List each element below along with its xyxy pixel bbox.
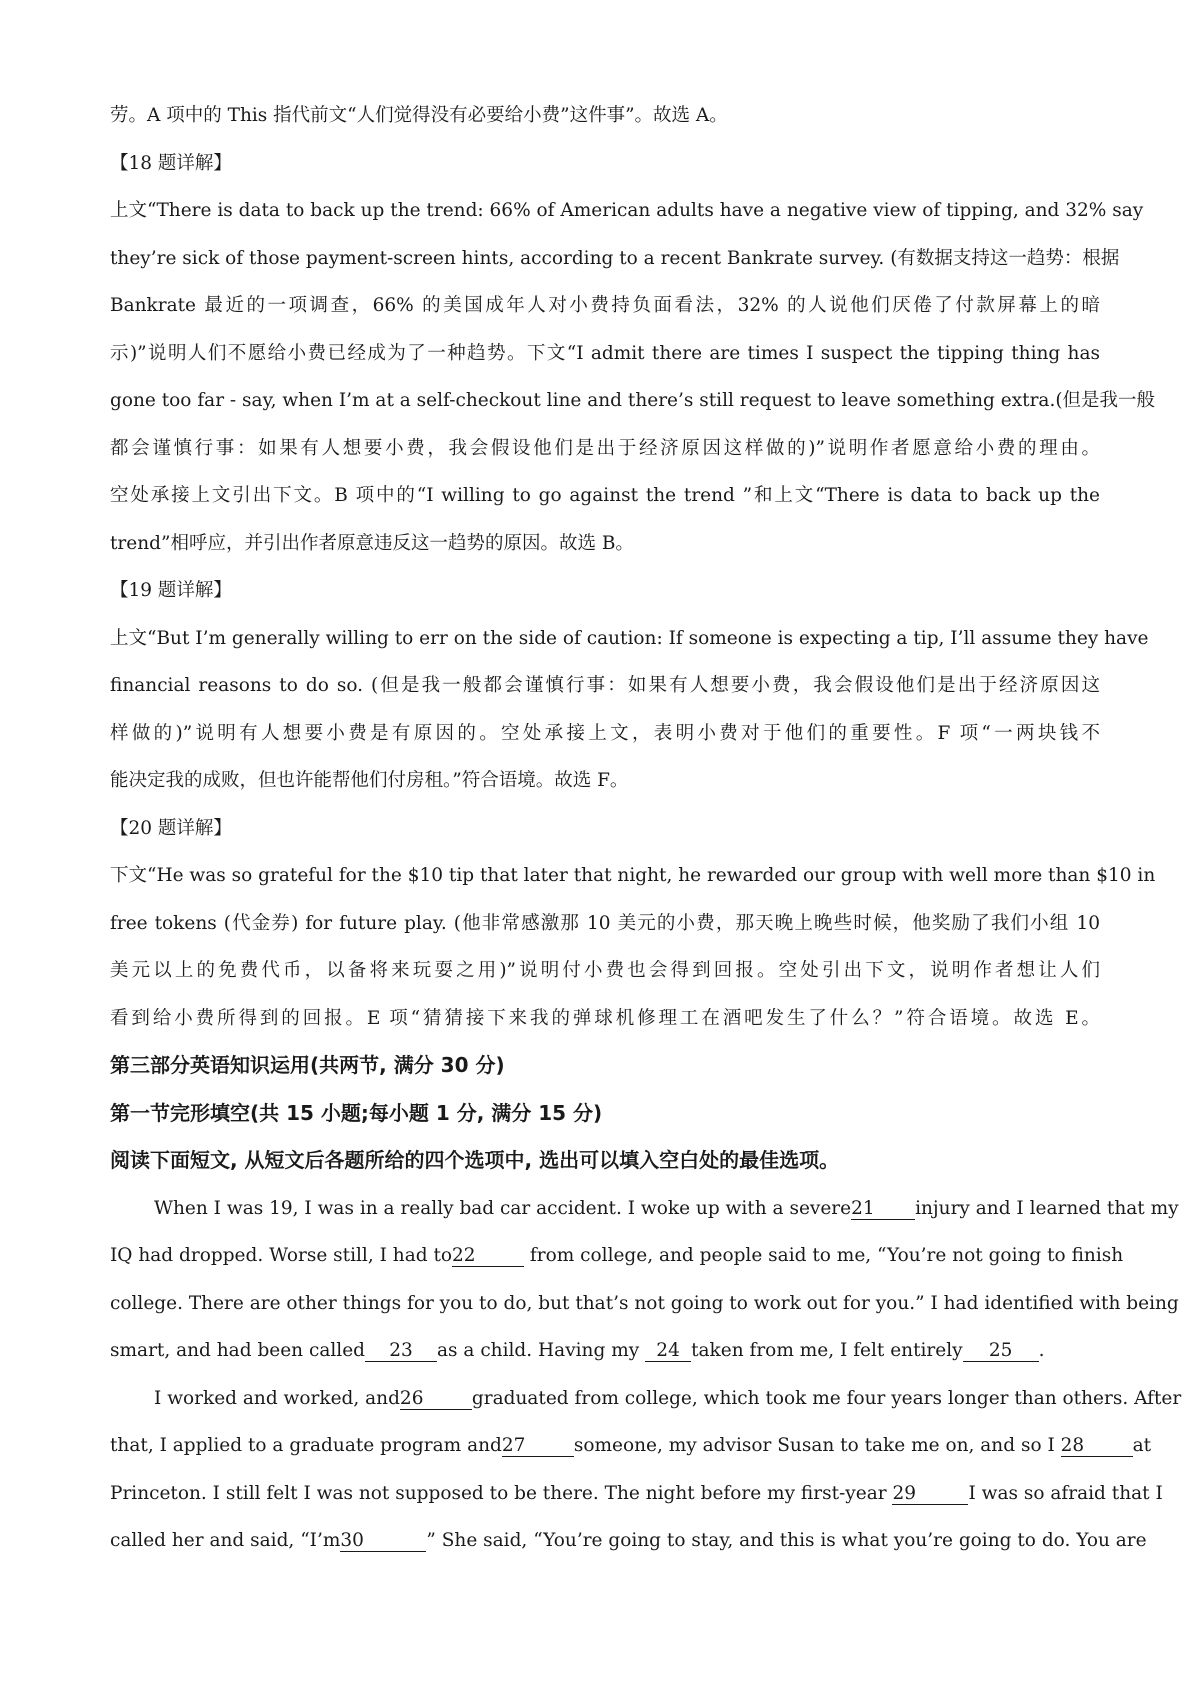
text-line: trend”相呼应，并引出作者原意违反这一趋势的原因。故选 B。 xyxy=(110,532,634,554)
passage-line: I worked and worked, and26 graduated from college, which took me four years longer than others. After xyxy=(154,1387,1182,1409)
blank-28: 28 xyxy=(1061,1436,1133,1457)
text-line: 看到给小费所得到的回报。E 项“猜猜接下来我的弹球机修理工在酒吧发生了什么？”符合语境。故选 E。 xyxy=(110,1007,1100,1029)
text-line: gone too far - say, when I’m at a self-checkout line and there’s still request to leave something extra.(但是我一般 xyxy=(110,390,1156,411)
passage-line: Princeton. I still felt I was not supposed to be there. The night before my first-year 29 I was so afraid that I xyxy=(110,1482,1163,1504)
text-line: 美元以上的免费代币，以备将来玩耍之用)”说明付小费也会得到回报。空处引出下文，说明作者想让人们 xyxy=(110,960,1100,981)
text-line: 上文“But I’m generally willing to err on the side of caution: If someone is expecting a tip, I’ll assume they have xyxy=(110,627,1149,649)
subsection-title: 第一节完形填空(共 15 小题;每小题 1 分, 满分 15 分) xyxy=(110,1100,603,1125)
blank-26: 26 xyxy=(400,1389,472,1410)
passage-line: that, I applied to a graduate program and27 someone, my advisor Susan to take me on, and so I 28 at xyxy=(110,1435,1152,1456)
text-line: they’re sick of those payment-screen hints, according to a recent Bankrate survey. (有数据支持这一趋势：根据 xyxy=(110,247,1120,269)
blank-21: 21 xyxy=(851,1199,915,1220)
text-line: financial reasons to do so. (但是我一般都会谨慎行事：如果有人想要小费，我会假设他们是出于经济原因这 xyxy=(110,675,1100,696)
blank-30: 30 xyxy=(340,1531,426,1552)
document-content xyxy=(110,92,1182,1565)
passage-line: IQ had dropped. Worse still, I had to22 from college, and people said to me, “You’re not going to finish xyxy=(110,1245,1124,1266)
blank-25: 25 xyxy=(963,1341,1039,1362)
text-line: 能决定我的成败，但也许能帮他们付房租。”符合语境。故选 F。 xyxy=(110,770,629,791)
q20-header: 【20 题详解】 xyxy=(110,817,232,839)
text-line: 劳。A 项中的 This 指代前文“人们觉得没有必要给小费”这件事”。故选 A。 xyxy=(110,105,728,126)
text-line: 空处承接上文引出下文。B 项中的“I willing to go against the trend ”和上文“There is data to back up the xyxy=(110,485,1100,506)
passage-line: called her and said, “I’m30 ” She said, “You’re going to stay, and this is what you’re going to do. You are xyxy=(110,1530,1147,1551)
blank-23: 23 xyxy=(365,1341,437,1362)
blank-24: 24 xyxy=(645,1341,691,1362)
text-line: 下文“He was so grateful for the $10 tip that later that night, he rewarded our group with well more than $10 in xyxy=(110,865,1156,886)
passage-line: When I was 19, I was in a really bad car accident. I woke up with a severe21 injury and I learned that my xyxy=(154,1197,1179,1219)
text-line: 都会谨慎行事：如果有人想要小费，我会假设他们是出于经济原因这样做的)”说明作者愿意给小费的理由。 xyxy=(110,437,1100,459)
text-line: free tokens (代金券) for future play. (他非常感激那 10 美元的小费，那天晚上晚些时候，他奖励了我们小组 10 xyxy=(110,912,1100,934)
text-line: 上文“There is data to back up the trend: 66% of American adults have a negative view of tipping, and 32% say xyxy=(110,200,1144,221)
text-line: 样做的)”说明有人想要小费是有原因的。空处承接上文，表明小费对于他们的重要性。F 项“一两块钱不 xyxy=(110,722,1100,744)
blank-29: 29 xyxy=(892,1484,968,1505)
passage-line: college. There are other things for you to do, but that’s not going to work out for you.” I had identified with being xyxy=(110,1292,1179,1314)
blank-22: 22 xyxy=(452,1246,524,1267)
blank-27: 27 xyxy=(502,1436,574,1457)
q19-header: 【19 题详解】 xyxy=(110,580,232,601)
text-line: 示)”说明人们不愿给小费已经成为了一种趋势。下文“I admit there are times I suspect the tipping thing has xyxy=(110,342,1100,364)
passage-line: smart, and had been called 23 as a child. Having my 24 taken from me, I felt entirely 25 . xyxy=(110,1340,1045,1361)
text-line: Bankrate 最近的一项调查，66% 的美国成年人对小费持负面看法，32% 的人说他们厌倦了付款屏幕上的暗 xyxy=(110,295,1100,316)
section-title: 第三部分英语知识运用(共两节, 满分 30 分) xyxy=(110,1053,505,1077)
q18-header: 【18 题详解】 xyxy=(110,152,232,174)
instruction: 阅读下面短文, 从短文后各题所给的四个选项中, 选出可以填入空白处的最佳选项。 xyxy=(110,1148,840,1172)
